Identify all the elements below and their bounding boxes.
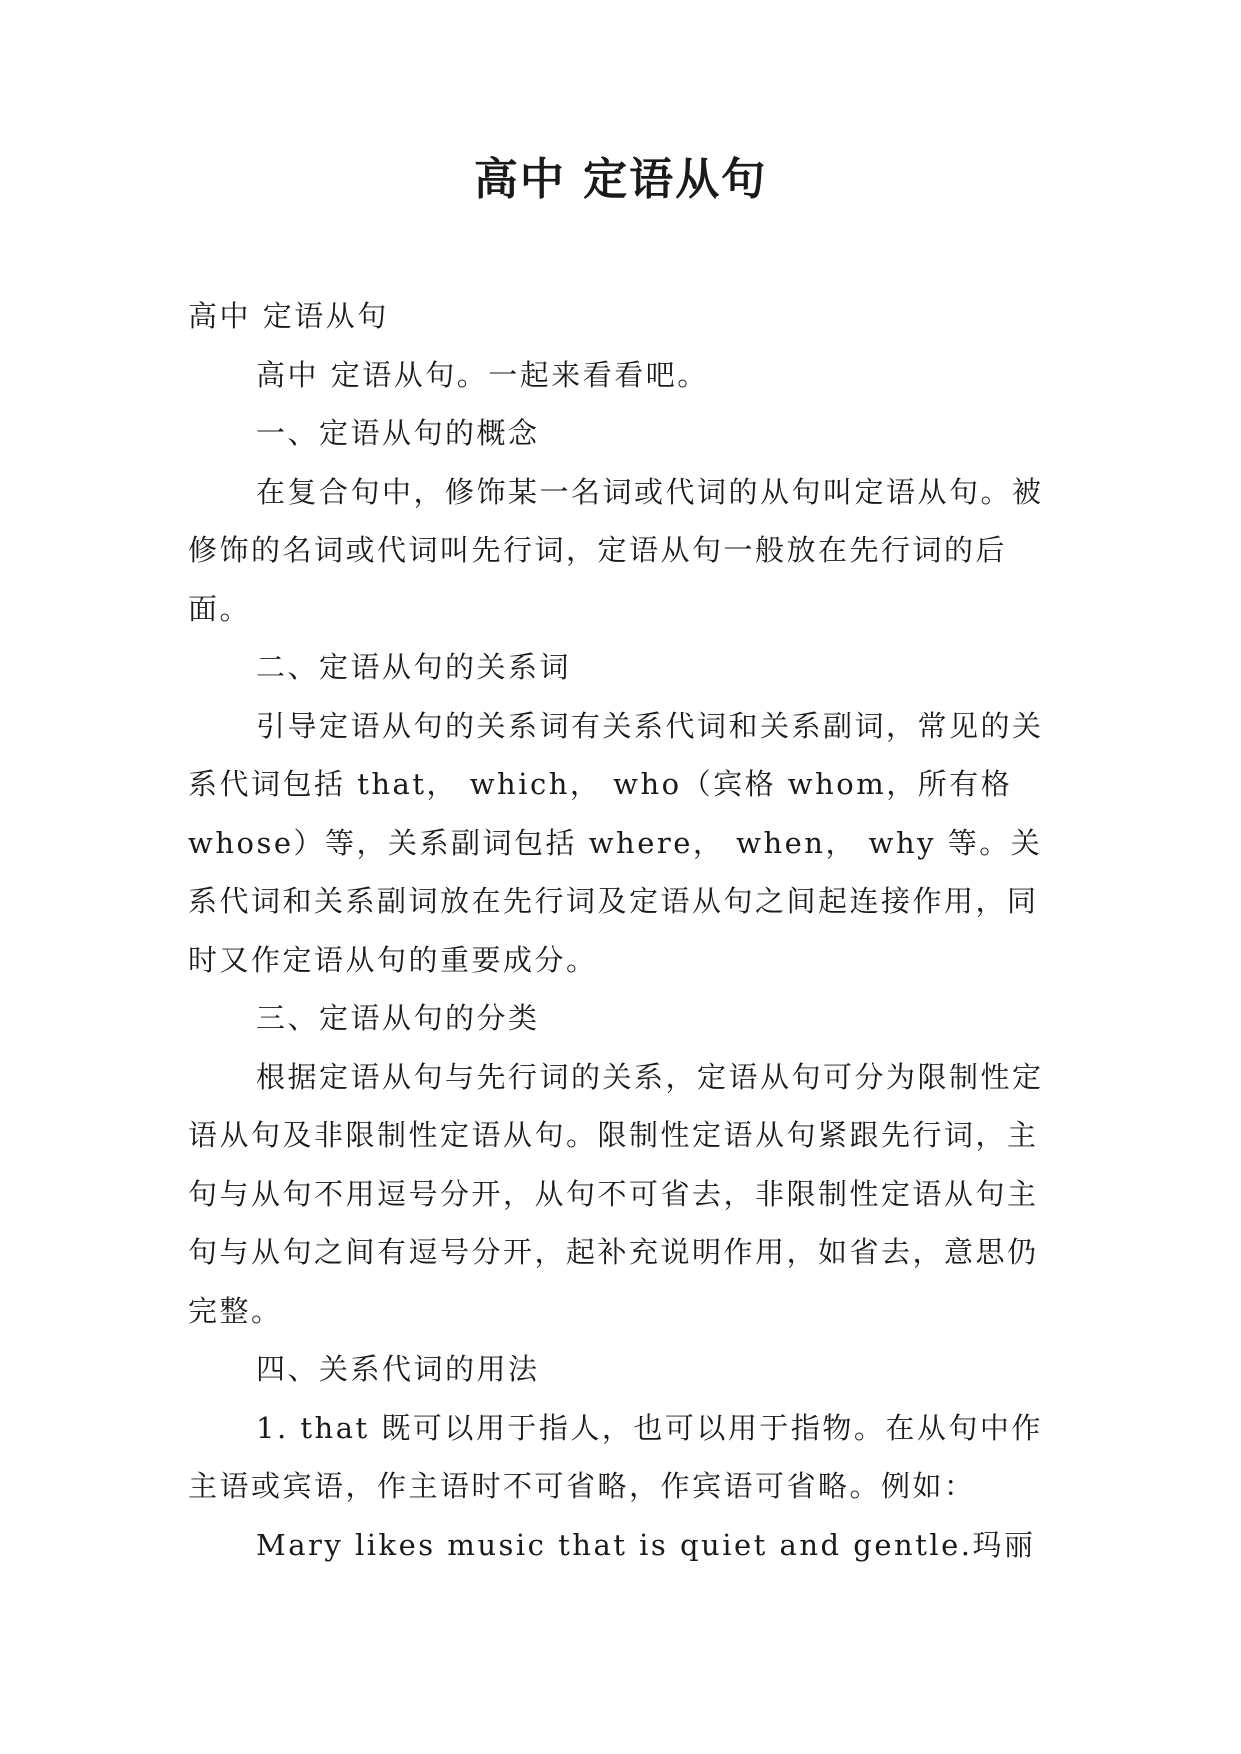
paragraph-heading: 高中 定语从句 xyxy=(188,299,389,333)
section-heading-classification: 三、定语从句的分类 xyxy=(256,1001,540,1035)
paragraph-intro: 高中 定语从句。一起来看看吧。 xyxy=(256,357,709,392)
document-title: 高中 定语从句 xyxy=(473,154,768,205)
paragraph-example: Mary likes music that is quiet and gentle.玛丽 xyxy=(256,1527,1036,1562)
paragraph-classification: 根据定语从句与先行词的关系，定语从句可分为限制性定语从句及非限制性定语从句。限制性定语从句紧跟先行词，主句与从句不用逗号分开，从句不可省去，非限制性定语从句主句与从句之间有逗号分开，起补充说明作用，如省去，意思仍完整。 xyxy=(188,1059,1044,1328)
section-heading-relative-words: 二、定语从句的关系词 xyxy=(256,650,572,684)
paragraph-relative-words: 引导定语从句的关系词有关系代词和关系副词，常见的关系代词包括 that， which， who（宾格 whom，所有格 whose）等，关系副词包括 where， when， why 等。关系代词和关系副词放在先行词及定语从句之间起连接作用，同时又作定语从句的重要成分。 xyxy=(188,708,1044,977)
paragraph-that-usage: 1. that 既可以用于指人，也可以用于指物。在从句中作主语或宾语，作主语时不可省略，作宾语可省略。例如： xyxy=(188,1410,1043,1503)
paragraph-concept: 在复合句中，修饰某一名词或代词的从句叫定语从句。被修饰的名词或代词叫先行词，定语从句一般放在先行词的后面。 xyxy=(188,474,1044,626)
document-body xyxy=(188,287,1054,1574)
section-heading-concept: 一、定语从句的概念 xyxy=(256,416,540,450)
section-heading-pronoun-usage: 四、关系代词的用法 xyxy=(256,1352,540,1386)
